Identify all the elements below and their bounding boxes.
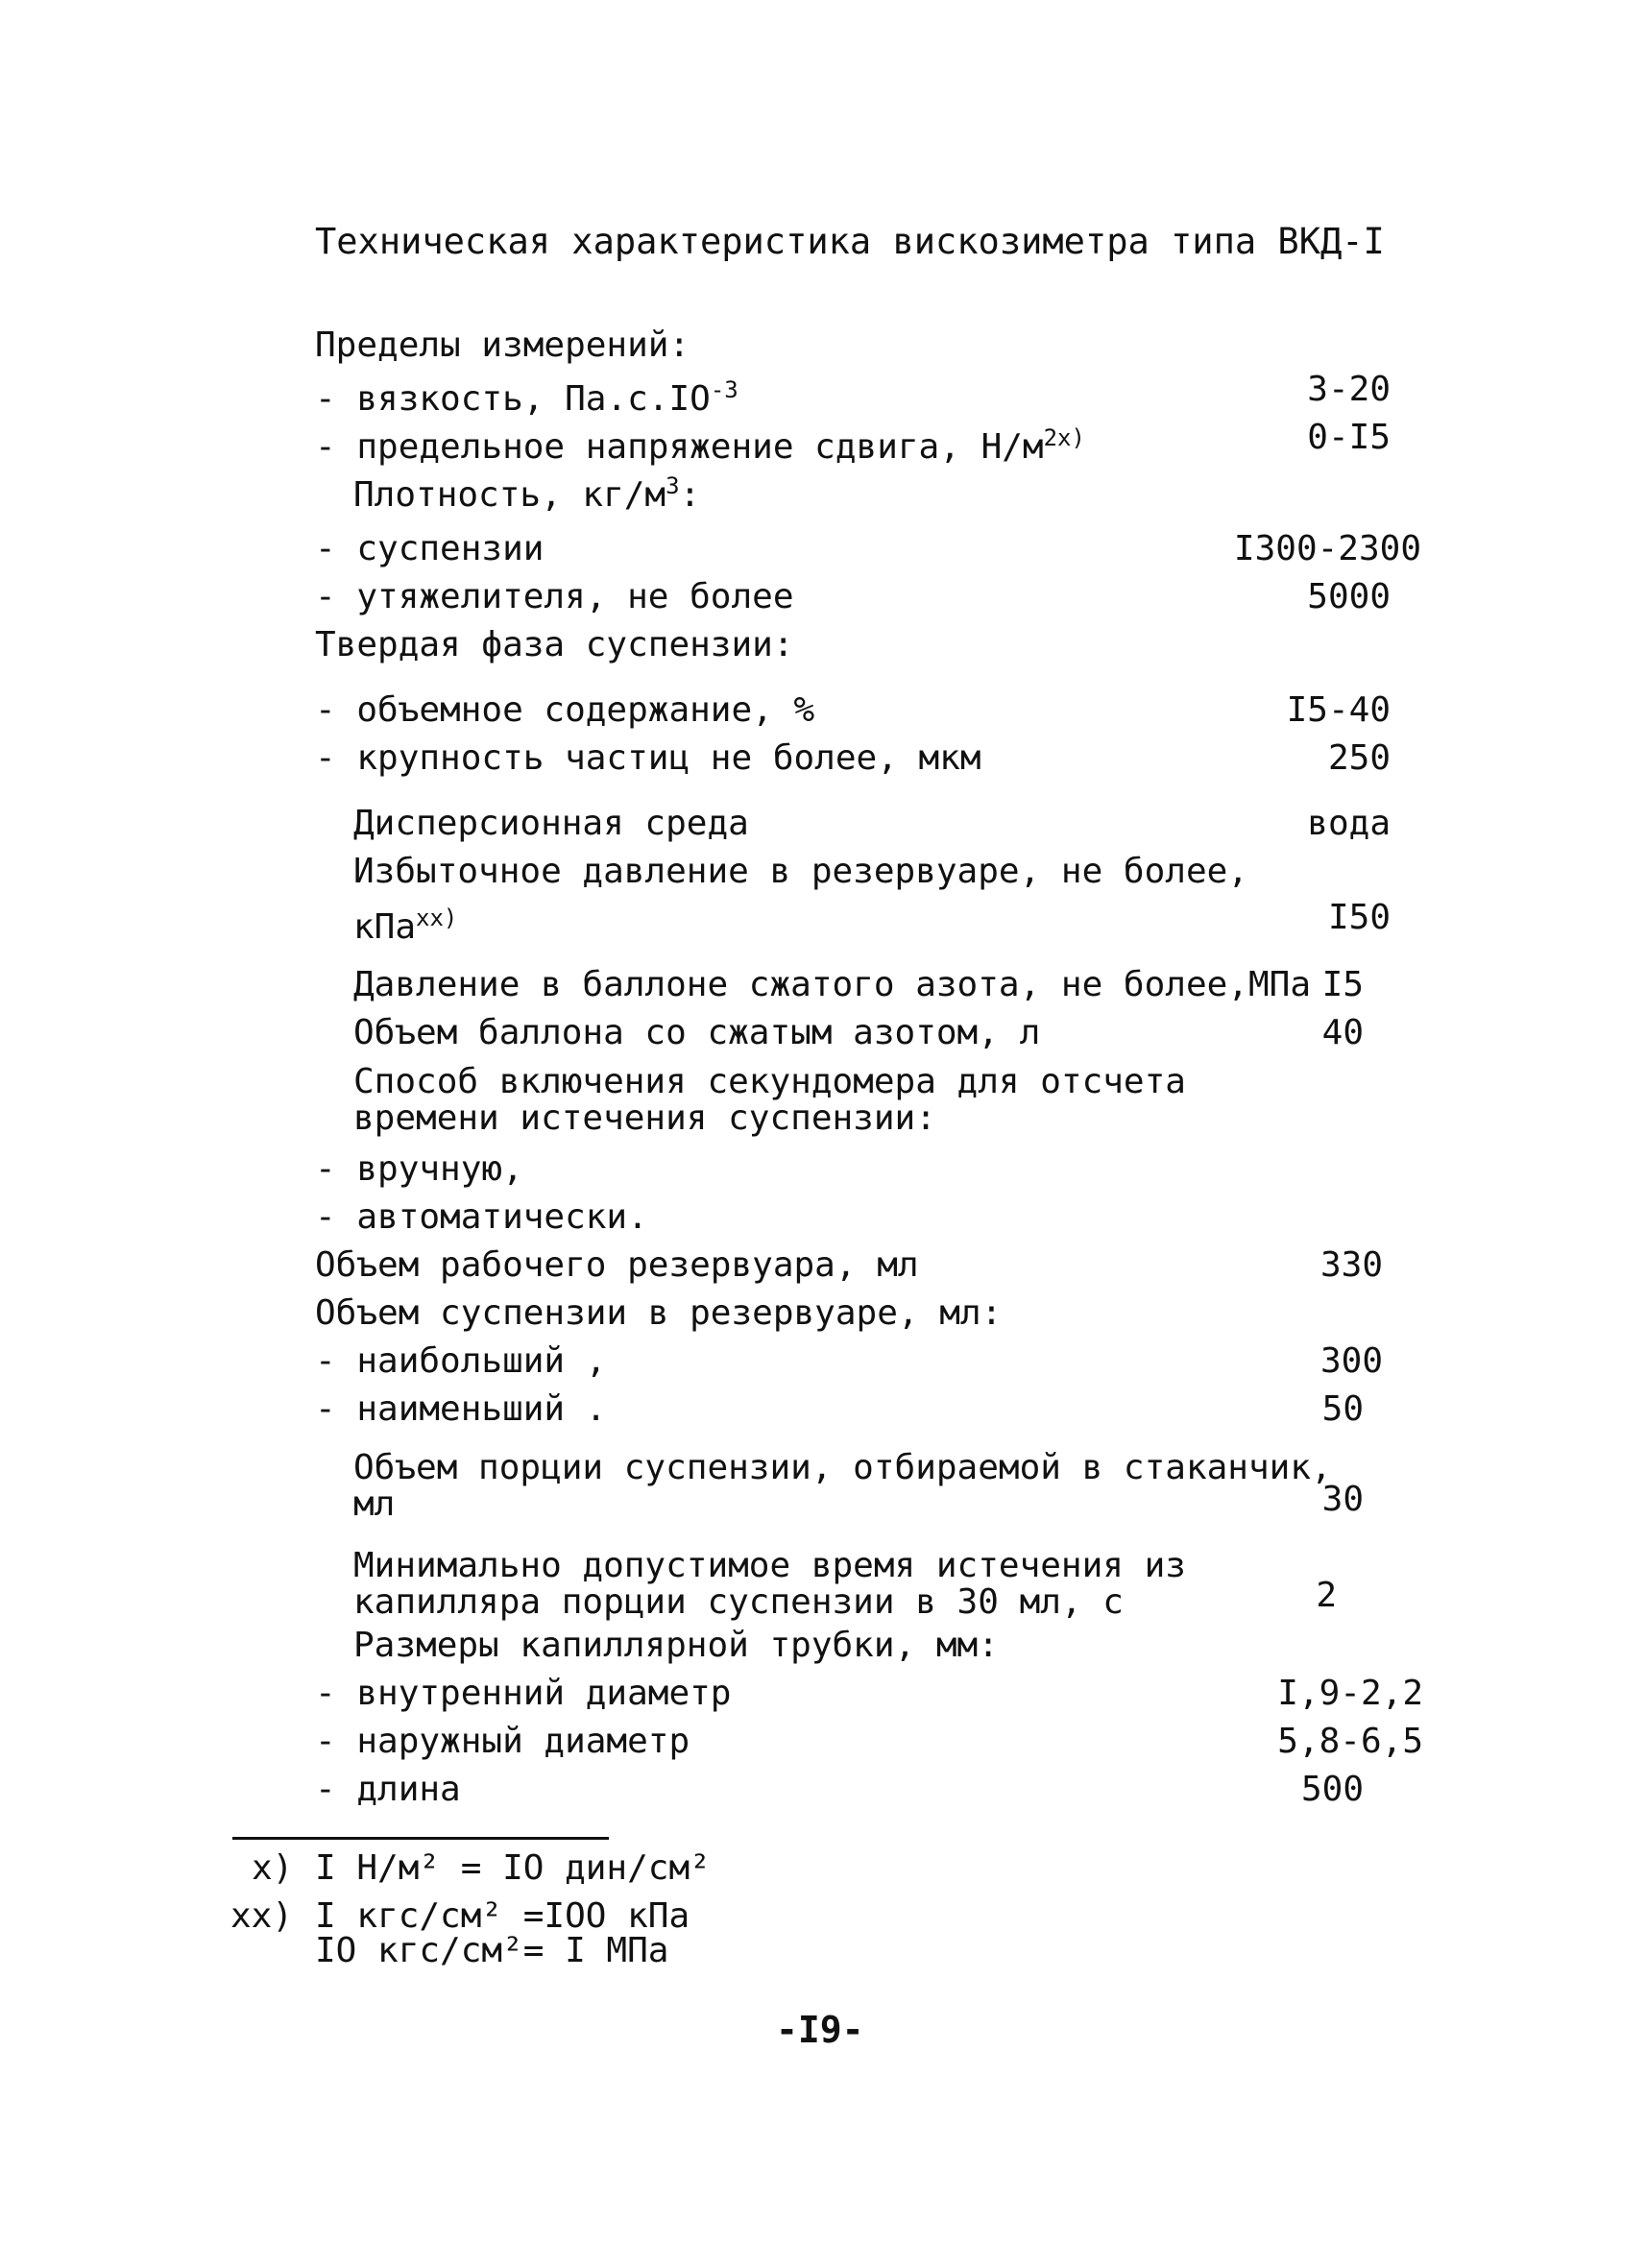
density-suspension-row	[0, 528, 1646, 570]
portion-value: 30	[1321, 1480, 1364, 1519]
solid-size-value: 250	[1327, 738, 1391, 778]
viscosity-label: - вязкость, $Па.с.IO^{-3}$	[315, 376, 738, 419]
footnote-x-text: I Н/м² = IO дин/см²	[315, 1848, 711, 1888]
stopwatch-manual: - вручную,	[315, 1149, 523, 1189]
density-suspension-value: I300-2300	[1233, 529, 1421, 568]
shear-row	[0, 417, 1646, 467]
min-time-value: 2	[1316, 1576, 1337, 1615]
density-weighting-row	[0, 576, 1646, 618]
solid-volume-row	[0, 689, 1646, 732]
min-time-text: Минимально допустимое время истечения из капилляра порции суспензии в 30 мл, с	[353, 1546, 1186, 1622]
min-time-value-row	[0, 1575, 1646, 1617]
density-heading-row	[0, 465, 1646, 515]
stopwatch-manual-row	[0, 1148, 1646, 1191]
density-heading: Плотность, $кг/м^3$:	[353, 472, 701, 515]
viscosity-row	[0, 369, 1646, 419]
page-number: -I9-	[776, 2009, 864, 2051]
viscosity-exponent: -3	[710, 376, 738, 403]
capillary-heading: Размеры капиллярной трубки, мм:	[353, 1626, 999, 1665]
suspension-volume-min-value: 50	[1321, 1389, 1364, 1429]
medium-value: вода	[1307, 804, 1391, 843]
cylinder-volume-label: Объем баллона со сжатым азотом, л	[353, 1013, 1041, 1052]
cylinder-volume-value: 40	[1321, 1013, 1364, 1052]
density-suspension-label: - суспензии	[315, 529, 545, 568]
excess-pressure-line1-row	[0, 851, 1646, 893]
capillary-inner-value: I,9-2,2	[1277, 1674, 1423, 1713]
cylinder-pressure-label: Давление в баллоне сжатого азота, не более,МПа	[353, 965, 1311, 1004]
stopwatch-auto: - автоматически.	[315, 1197, 648, 1237]
suspension-volume-max-row	[0, 1340, 1646, 1383]
capillary-inner-row	[0, 1673, 1646, 1715]
excess-pressure-value: I50	[1327, 898, 1391, 937]
solid-size-label: - крупность частиц не более, мкм	[315, 738, 981, 778]
solid-volume-label: - объемное содержание, %	[315, 690, 815, 730]
portion-text: Объем порции суспензии, отбираемой в стаканчик, мл	[353, 1448, 1332, 1524]
cylinder-pressure-row	[0, 964, 1646, 1006]
footnote-xx-line1: I кгс/см² =IOO кПа	[315, 1896, 690, 1936]
portion-value-row	[0, 1479, 1646, 1521]
shear-value: 0-I5	[1307, 418, 1391, 457]
footnote-xx-mark: xx)	[230, 1896, 294, 1936]
cylinder-volume-row	[0, 1012, 1646, 1054]
excess-pressure-superscript: xx)	[416, 905, 458, 931]
reservoir-volume-label: Объем рабочего резервуара, мл	[315, 1245, 919, 1285]
shear-superscript: 2x)	[1043, 424, 1085, 451]
viscosity-value: 3-20	[1307, 370, 1391, 409]
capillary-length-value: 500	[1300, 1770, 1364, 1809]
stopwatch-auto-row	[0, 1196, 1646, 1239]
suspension-volume-min-row	[0, 1388, 1646, 1431]
capillary-outer-row	[0, 1721, 1646, 1763]
capillary-outer-value: 5,8-6,5	[1277, 1722, 1423, 1761]
cylinder-pressure-value: I5	[1321, 965, 1364, 1004]
capillary-length-row	[0, 1769, 1646, 1811]
limits-heading: Пределы измерений:	[315, 326, 690, 365]
shear-label: - предельное напряжение сдвига, $Н/м^{2x)}$	[315, 424, 1085, 467]
medium-row	[0, 803, 1646, 845]
reservoir-volume-row	[0, 1244, 1646, 1287]
capillary-inner-label: - внутренний диаметр	[315, 1674, 732, 1713]
suspension-volume-heading: Объем суспензии в резервуаре, мл:	[315, 1293, 1003, 1333]
document-title: Техническая характеристика вискозиметра типа ВКД-I	[315, 221, 1385, 262]
excess-pressure-line1: Избыточное давление в резервуаре, не более,	[353, 852, 1248, 891]
stopwatch-text: Способ включения секундомера для отсчета времени истечения суспензии:	[353, 1062, 1186, 1138]
solid-volume-value: I5-40	[1286, 690, 1391, 730]
density-superscript: 3	[666, 472, 680, 499]
medium-label: Дисперсионная среда	[353, 804, 749, 843]
excess-pressure-line2-row	[0, 897, 1646, 947]
limits-heading-row	[0, 325, 1646, 367]
density-weighting-label: - утяжелителя, не более	[315, 577, 794, 616]
solid-heading-row	[0, 624, 1646, 666]
capillary-heading-row	[0, 1625, 1646, 1667]
suspension-volume-heading-row	[0, 1292, 1646, 1335]
capillary-outer-label: - наружный диаметр	[315, 1722, 690, 1761]
reservoir-volume-value: 330	[1319, 1245, 1383, 1285]
solid-heading: Твердая фаза суспензии:	[315, 625, 794, 664]
excess-pressure-line2: кПа$^{xx)}$	[353, 905, 458, 947]
footnote-x-mark: x)	[252, 1848, 294, 1888]
suspension-volume-min-label: - наименьший .	[315, 1389, 607, 1429]
footnote-xx-line2: IO кгс/см²= I МПа	[315, 1931, 669, 1970]
capillary-length-label: - длина	[315, 1770, 461, 1809]
footnote-rule	[232, 1837, 609, 1840]
suspension-volume-max-label: - наибольший ,	[315, 1341, 607, 1381]
suspension-volume-max-value: 300	[1319, 1341, 1383, 1381]
density-weighting-value: 5000	[1307, 577, 1391, 616]
solid-size-row	[0, 737, 1646, 780]
